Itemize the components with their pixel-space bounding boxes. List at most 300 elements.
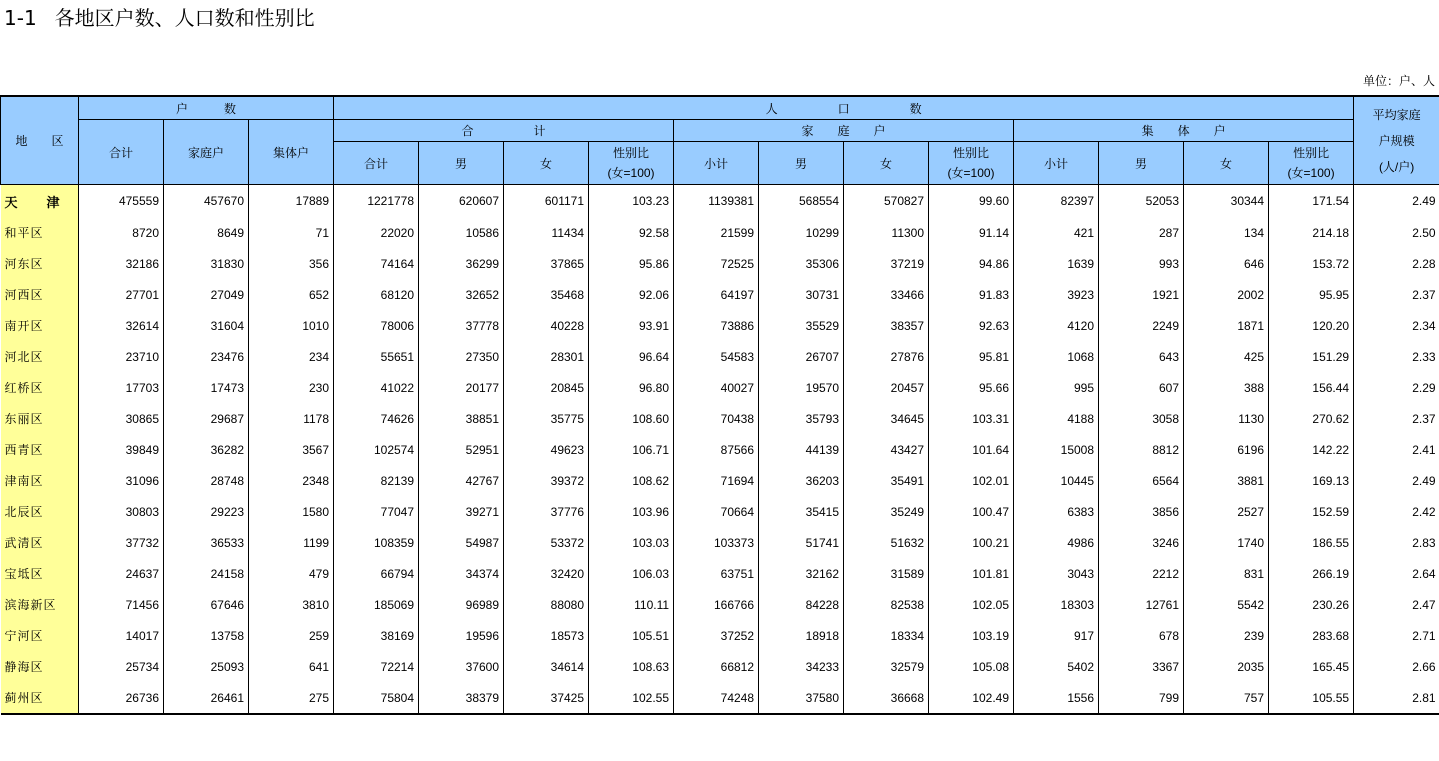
- value-cell: 2.47: [1354, 589, 1439, 620]
- value-cell: 1221778: [334, 185, 419, 218]
- value-cell: 108.63: [589, 651, 674, 682]
- value-cell: 2.29: [1354, 372, 1439, 403]
- region-cell: 河西区: [1, 279, 79, 310]
- value-cell: 71: [249, 217, 334, 248]
- value-cell: 37776: [504, 496, 589, 527]
- value-cell: 479: [249, 558, 334, 589]
- value-cell: 275: [249, 682, 334, 714]
- value-cell: 24158: [164, 558, 249, 589]
- value-cell: 186.55: [1269, 527, 1354, 558]
- value-cell: 2348: [249, 465, 334, 496]
- value-cell: 5402: [1014, 651, 1099, 682]
- value-cell: 601171: [504, 185, 589, 218]
- value-cell: 3881: [1184, 465, 1269, 496]
- value-cell: 31589: [844, 558, 929, 589]
- header-avg-household-size: [1354, 96, 1439, 185]
- header-hh-collective: 集体户: [249, 120, 334, 185]
- value-cell: 63751: [674, 558, 759, 589]
- region-cell: 红桥区: [1, 372, 79, 403]
- value-cell: 72214: [334, 651, 419, 682]
- value-cell: 53372: [504, 527, 589, 558]
- header-male: 男: [419, 142, 504, 185]
- value-cell: 72525: [674, 248, 759, 279]
- avg-line3: (人/户): [1378, 159, 1415, 174]
- header-female: 女: [1184, 142, 1269, 185]
- value-cell: 18573: [504, 620, 589, 651]
- ratio-line2: (女=100): [1287, 166, 1335, 180]
- value-cell: 27701: [79, 279, 164, 310]
- header-total: 合计: [334, 142, 419, 185]
- value-cell: 35249: [844, 496, 929, 527]
- value-cell: 91.83: [929, 279, 1014, 310]
- header-region: 地 区: [1, 96, 79, 185]
- value-cell: 13758: [164, 620, 249, 651]
- value-cell: 1580: [249, 496, 334, 527]
- value-cell: 25093: [164, 651, 249, 682]
- value-cell: 39849: [79, 434, 164, 465]
- value-cell: 134: [1184, 217, 1269, 248]
- header-collective-group: 集 体 户: [1014, 120, 1354, 142]
- header-female: 女: [504, 142, 589, 185]
- value-cell: 2.71: [1354, 620, 1439, 651]
- value-cell: 831: [1184, 558, 1269, 589]
- value-cell: 44139: [759, 434, 844, 465]
- value-cell: 87566: [674, 434, 759, 465]
- value-cell: 1178: [249, 403, 334, 434]
- value-cell: 156.44: [1269, 372, 1354, 403]
- value-cell: 24637: [79, 558, 164, 589]
- value-cell: 757: [1184, 682, 1269, 714]
- table-row: [1, 341, 1439, 372]
- value-cell: 421: [1014, 217, 1099, 248]
- value-cell: 259: [249, 620, 334, 651]
- value-cell: 37732: [79, 527, 164, 558]
- value-cell: 37219: [844, 248, 929, 279]
- value-cell: 1740: [1184, 527, 1269, 558]
- header-hh-family: 家庭户: [164, 120, 249, 185]
- value-cell: 169.13: [1269, 465, 1354, 496]
- value-cell: 35415: [759, 496, 844, 527]
- value-cell: 51632: [844, 527, 929, 558]
- region-cell: 武清区: [1, 527, 79, 558]
- value-cell: 103.31: [929, 403, 1014, 434]
- value-cell: 71694: [674, 465, 759, 496]
- value-cell: 151.29: [1269, 341, 1354, 372]
- header-hh-total: 合计: [79, 120, 164, 185]
- region-cell: 北辰区: [1, 496, 79, 527]
- value-cell: 108.60: [589, 403, 674, 434]
- value-cell: 74626: [334, 403, 419, 434]
- value-cell: 74248: [674, 682, 759, 714]
- value-cell: 20177: [419, 372, 504, 403]
- table-row: [1, 310, 1439, 341]
- value-cell: 73886: [674, 310, 759, 341]
- region-cell: 天 津: [1, 185, 79, 218]
- value-cell: 230: [249, 372, 334, 403]
- value-cell: 388: [1184, 372, 1269, 403]
- value-cell: 96.64: [589, 341, 674, 372]
- value-cell: 8812: [1099, 434, 1184, 465]
- value-cell: 270.62: [1269, 403, 1354, 434]
- value-cell: 19596: [419, 620, 504, 651]
- value-cell: 51741: [759, 527, 844, 558]
- value-cell: 92.06: [589, 279, 674, 310]
- value-cell: 28748: [164, 465, 249, 496]
- value-cell: 23476: [164, 341, 249, 372]
- value-cell: 100.47: [929, 496, 1014, 527]
- value-cell: 35529: [759, 310, 844, 341]
- value-cell: 36668: [844, 682, 929, 714]
- table-title: 各地区户数、人口数和性别比: [54, 6, 315, 30]
- value-cell: 38379: [419, 682, 504, 714]
- region-cell: 和平区: [1, 217, 79, 248]
- value-cell: 6196: [1184, 434, 1269, 465]
- value-cell: 108359: [334, 527, 419, 558]
- value-cell: 68120: [334, 279, 419, 310]
- value-cell: 152.59: [1269, 496, 1354, 527]
- value-cell: 37252: [674, 620, 759, 651]
- header-subtotal: 小计: [1014, 142, 1099, 185]
- value-cell: 153.72: [1269, 248, 1354, 279]
- value-cell: 70664: [674, 496, 759, 527]
- value-cell: 607: [1099, 372, 1184, 403]
- value-cell: 75804: [334, 682, 419, 714]
- table-row: [1, 248, 1439, 279]
- value-cell: 82139: [334, 465, 419, 496]
- value-cell: 103.19: [929, 620, 1014, 651]
- value-cell: 95.81: [929, 341, 1014, 372]
- value-cell: 92.63: [929, 310, 1014, 341]
- value-cell: 103.03: [589, 527, 674, 558]
- value-cell: 49623: [504, 434, 589, 465]
- value-cell: 99.60: [929, 185, 1014, 218]
- value-cell: 82397: [1014, 185, 1099, 218]
- value-cell: 36533: [164, 527, 249, 558]
- value-cell: 41022: [334, 372, 419, 403]
- value-cell: 3856: [1099, 496, 1184, 527]
- value-cell: 37425: [504, 682, 589, 714]
- table-row: [1, 434, 1439, 465]
- value-cell: 17703: [79, 372, 164, 403]
- value-cell: 1010: [249, 310, 334, 341]
- value-cell: 54583: [674, 341, 759, 372]
- value-cell: 105.55: [1269, 682, 1354, 714]
- value-cell: 95.95: [1269, 279, 1354, 310]
- value-cell: 1556: [1014, 682, 1099, 714]
- value-cell: 19570: [759, 372, 844, 403]
- value-cell: 34374: [419, 558, 504, 589]
- value-cell: 10586: [419, 217, 504, 248]
- value-cell: 27049: [164, 279, 249, 310]
- value-cell: 78006: [334, 310, 419, 341]
- value-cell: 3246: [1099, 527, 1184, 558]
- value-cell: 32420: [504, 558, 589, 589]
- value-cell: 33466: [844, 279, 929, 310]
- value-cell: 3923: [1014, 279, 1099, 310]
- value-cell: 36299: [419, 248, 504, 279]
- value-cell: 3367: [1099, 651, 1184, 682]
- value-cell: 82538: [844, 589, 929, 620]
- table-row: [1, 651, 1439, 682]
- value-cell: 23710: [79, 341, 164, 372]
- value-cell: 1871: [1184, 310, 1269, 341]
- value-cell: 26707: [759, 341, 844, 372]
- value-cell: 475559: [79, 185, 164, 218]
- value-cell: 37778: [419, 310, 504, 341]
- value-cell: 2.37: [1354, 403, 1439, 434]
- value-cell: 30731: [759, 279, 844, 310]
- value-cell: 30865: [79, 403, 164, 434]
- value-cell: 96.80: [589, 372, 674, 403]
- value-cell: 64197: [674, 279, 759, 310]
- value-cell: 995: [1014, 372, 1099, 403]
- value-cell: 15008: [1014, 434, 1099, 465]
- region-cell: 蓟州区: [1, 682, 79, 714]
- header-sex-ratio: [929, 142, 1014, 185]
- value-cell: 37580: [759, 682, 844, 714]
- table-row: [1, 527, 1439, 558]
- header-male: 男: [1099, 142, 1184, 185]
- value-cell: 70438: [674, 403, 759, 434]
- value-cell: 993: [1099, 248, 1184, 279]
- value-cell: 29687: [164, 403, 249, 434]
- value-cell: 4188: [1014, 403, 1099, 434]
- value-cell: 38851: [419, 403, 504, 434]
- value-cell: 30344: [1184, 185, 1269, 218]
- value-cell: 3058: [1099, 403, 1184, 434]
- value-cell: 2002: [1184, 279, 1269, 310]
- value-cell: 77047: [334, 496, 419, 527]
- value-cell: 2527: [1184, 496, 1269, 527]
- value-cell: 26461: [164, 682, 249, 714]
- region-cell: 西青区: [1, 434, 79, 465]
- value-cell: 54987: [419, 527, 504, 558]
- value-cell: 20845: [504, 372, 589, 403]
- page-title: [4, 4, 315, 32]
- value-cell: 17889: [249, 185, 334, 218]
- value-cell: 29223: [164, 496, 249, 527]
- value-cell: 106.71: [589, 434, 674, 465]
- value-cell: 2.64: [1354, 558, 1439, 589]
- value-cell: 8649: [164, 217, 249, 248]
- value-cell: 8720: [79, 217, 164, 248]
- value-cell: 27350: [419, 341, 504, 372]
- ratio-line2: (女=100): [607, 166, 655, 180]
- value-cell: 40228: [504, 310, 589, 341]
- header-male: 男: [759, 142, 844, 185]
- value-cell: 652: [249, 279, 334, 310]
- header-population: 人 口 数: [334, 96, 1354, 120]
- value-cell: 34233: [759, 651, 844, 682]
- value-cell: 2.66: [1354, 651, 1439, 682]
- value-cell: 101.64: [929, 434, 1014, 465]
- table-row: [1, 589, 1439, 620]
- value-cell: 3043: [1014, 558, 1099, 589]
- value-cell: 5542: [1184, 589, 1269, 620]
- value-cell: 17473: [164, 372, 249, 403]
- value-cell: 2.28: [1354, 248, 1439, 279]
- value-cell: 22020: [334, 217, 419, 248]
- value-cell: 91.14: [929, 217, 1014, 248]
- table-row: [1, 185, 1439, 218]
- value-cell: 2035: [1184, 651, 1269, 682]
- value-cell: 25734: [79, 651, 164, 682]
- value-cell: 1921: [1099, 279, 1184, 310]
- value-cell: 39271: [419, 496, 504, 527]
- value-cell: 93.91: [589, 310, 674, 341]
- value-cell: 32162: [759, 558, 844, 589]
- value-cell: 37865: [504, 248, 589, 279]
- value-cell: 100.21: [929, 527, 1014, 558]
- value-cell: 10445: [1014, 465, 1099, 496]
- value-cell: 2.81: [1354, 682, 1439, 714]
- header-female: 女: [844, 142, 929, 185]
- value-cell: 38169: [334, 620, 419, 651]
- value-cell: 799: [1099, 682, 1184, 714]
- value-cell: 165.45: [1269, 651, 1354, 682]
- value-cell: 66794: [334, 558, 419, 589]
- value-cell: 106.03: [589, 558, 674, 589]
- value-cell: 3810: [249, 589, 334, 620]
- value-cell: 102.05: [929, 589, 1014, 620]
- value-cell: 31830: [164, 248, 249, 279]
- value-cell: 568554: [759, 185, 844, 218]
- value-cell: 94.86: [929, 248, 1014, 279]
- value-cell: 96989: [419, 589, 504, 620]
- value-cell: 287: [1099, 217, 1184, 248]
- table-row: [1, 496, 1439, 527]
- value-cell: 1639: [1014, 248, 1099, 279]
- value-cell: 1139381: [674, 185, 759, 218]
- value-cell: 18918: [759, 620, 844, 651]
- region-cell: 宁河区: [1, 620, 79, 651]
- value-cell: 101.81: [929, 558, 1014, 589]
- value-cell: 6383: [1014, 496, 1099, 527]
- statistics-table: [0, 95, 1439, 715]
- value-cell: 88080: [504, 589, 589, 620]
- value-cell: 2.50: [1354, 217, 1439, 248]
- value-cell: 678: [1099, 620, 1184, 651]
- value-cell: 32652: [419, 279, 504, 310]
- value-cell: 35793: [759, 403, 844, 434]
- value-cell: 35468: [504, 279, 589, 310]
- value-cell: 917: [1014, 620, 1099, 651]
- table-row: [1, 465, 1439, 496]
- value-cell: 2.83: [1354, 527, 1439, 558]
- value-cell: 36282: [164, 434, 249, 465]
- value-cell: 620607: [419, 185, 504, 218]
- value-cell: 27876: [844, 341, 929, 372]
- value-cell: 20457: [844, 372, 929, 403]
- value-cell: 52053: [1099, 185, 1184, 218]
- value-cell: 185069: [334, 589, 419, 620]
- value-cell: 2.34: [1354, 310, 1439, 341]
- value-cell: 110.11: [589, 589, 674, 620]
- value-cell: 570827: [844, 185, 929, 218]
- value-cell: 234: [249, 341, 334, 372]
- value-cell: 84228: [759, 589, 844, 620]
- table-row: [1, 372, 1439, 403]
- value-cell: 108.62: [589, 465, 674, 496]
- value-cell: 38357: [844, 310, 929, 341]
- value-cell: 103373: [674, 527, 759, 558]
- value-cell: 35775: [504, 403, 589, 434]
- value-cell: 643: [1099, 341, 1184, 372]
- value-cell: 30803: [79, 496, 164, 527]
- value-cell: 457670: [164, 185, 249, 218]
- value-cell: 67646: [164, 589, 249, 620]
- region-cell: 静海区: [1, 651, 79, 682]
- value-cell: 74164: [334, 248, 419, 279]
- header-family-group: 家 庭 户: [674, 120, 1014, 142]
- value-cell: 142.22: [1269, 434, 1354, 465]
- table-number: 1-1: [4, 6, 37, 30]
- value-cell: 646: [1184, 248, 1269, 279]
- value-cell: 102574: [334, 434, 419, 465]
- value-cell: 34614: [504, 651, 589, 682]
- table-row: [1, 620, 1439, 651]
- header-households: 户 数: [79, 96, 334, 120]
- value-cell: 283.68: [1269, 620, 1354, 651]
- value-cell: 31096: [79, 465, 164, 496]
- header-sex-ratio: [1269, 142, 1354, 185]
- ratio-line1: 性别比: [1293, 146, 1330, 160]
- ratio-line2: (女=100): [947, 166, 995, 180]
- value-cell: 11300: [844, 217, 929, 248]
- value-cell: 1199: [249, 527, 334, 558]
- value-cell: 32614: [79, 310, 164, 341]
- value-cell: 14017: [79, 620, 164, 651]
- value-cell: 11434: [504, 217, 589, 248]
- value-cell: 214.18: [1269, 217, 1354, 248]
- value-cell: 71456: [79, 589, 164, 620]
- value-cell: 171.54: [1269, 185, 1354, 218]
- value-cell: 239: [1184, 620, 1269, 651]
- value-cell: 266.19: [1269, 558, 1354, 589]
- value-cell: 2212: [1099, 558, 1184, 589]
- value-cell: 28301: [504, 341, 589, 372]
- table-row: [1, 217, 1439, 248]
- value-cell: 52951: [419, 434, 504, 465]
- value-cell: 43427: [844, 434, 929, 465]
- header-sex-ratio: [589, 142, 674, 185]
- value-cell: 105.51: [589, 620, 674, 651]
- value-cell: 166766: [674, 589, 759, 620]
- table-row: [1, 682, 1439, 714]
- value-cell: 42767: [419, 465, 504, 496]
- value-cell: 32579: [844, 651, 929, 682]
- region-cell: 宝坻区: [1, 558, 79, 589]
- value-cell: 4986: [1014, 527, 1099, 558]
- value-cell: 40027: [674, 372, 759, 403]
- value-cell: 2.33: [1354, 341, 1439, 372]
- region-cell: 河东区: [1, 248, 79, 279]
- value-cell: 66812: [674, 651, 759, 682]
- ratio-line1: 性别比: [613, 146, 650, 160]
- value-cell: 55651: [334, 341, 419, 372]
- value-cell: 12761: [1099, 589, 1184, 620]
- header-total-group: 合 计: [334, 120, 674, 142]
- value-cell: 356: [249, 248, 334, 279]
- value-cell: 95.66: [929, 372, 1014, 403]
- region-cell: 河北区: [1, 341, 79, 372]
- value-cell: 92.58: [589, 217, 674, 248]
- value-cell: 21599: [674, 217, 759, 248]
- value-cell: 1130: [1184, 403, 1269, 434]
- value-cell: 2.41: [1354, 434, 1439, 465]
- value-cell: 102.55: [589, 682, 674, 714]
- value-cell: 39372: [504, 465, 589, 496]
